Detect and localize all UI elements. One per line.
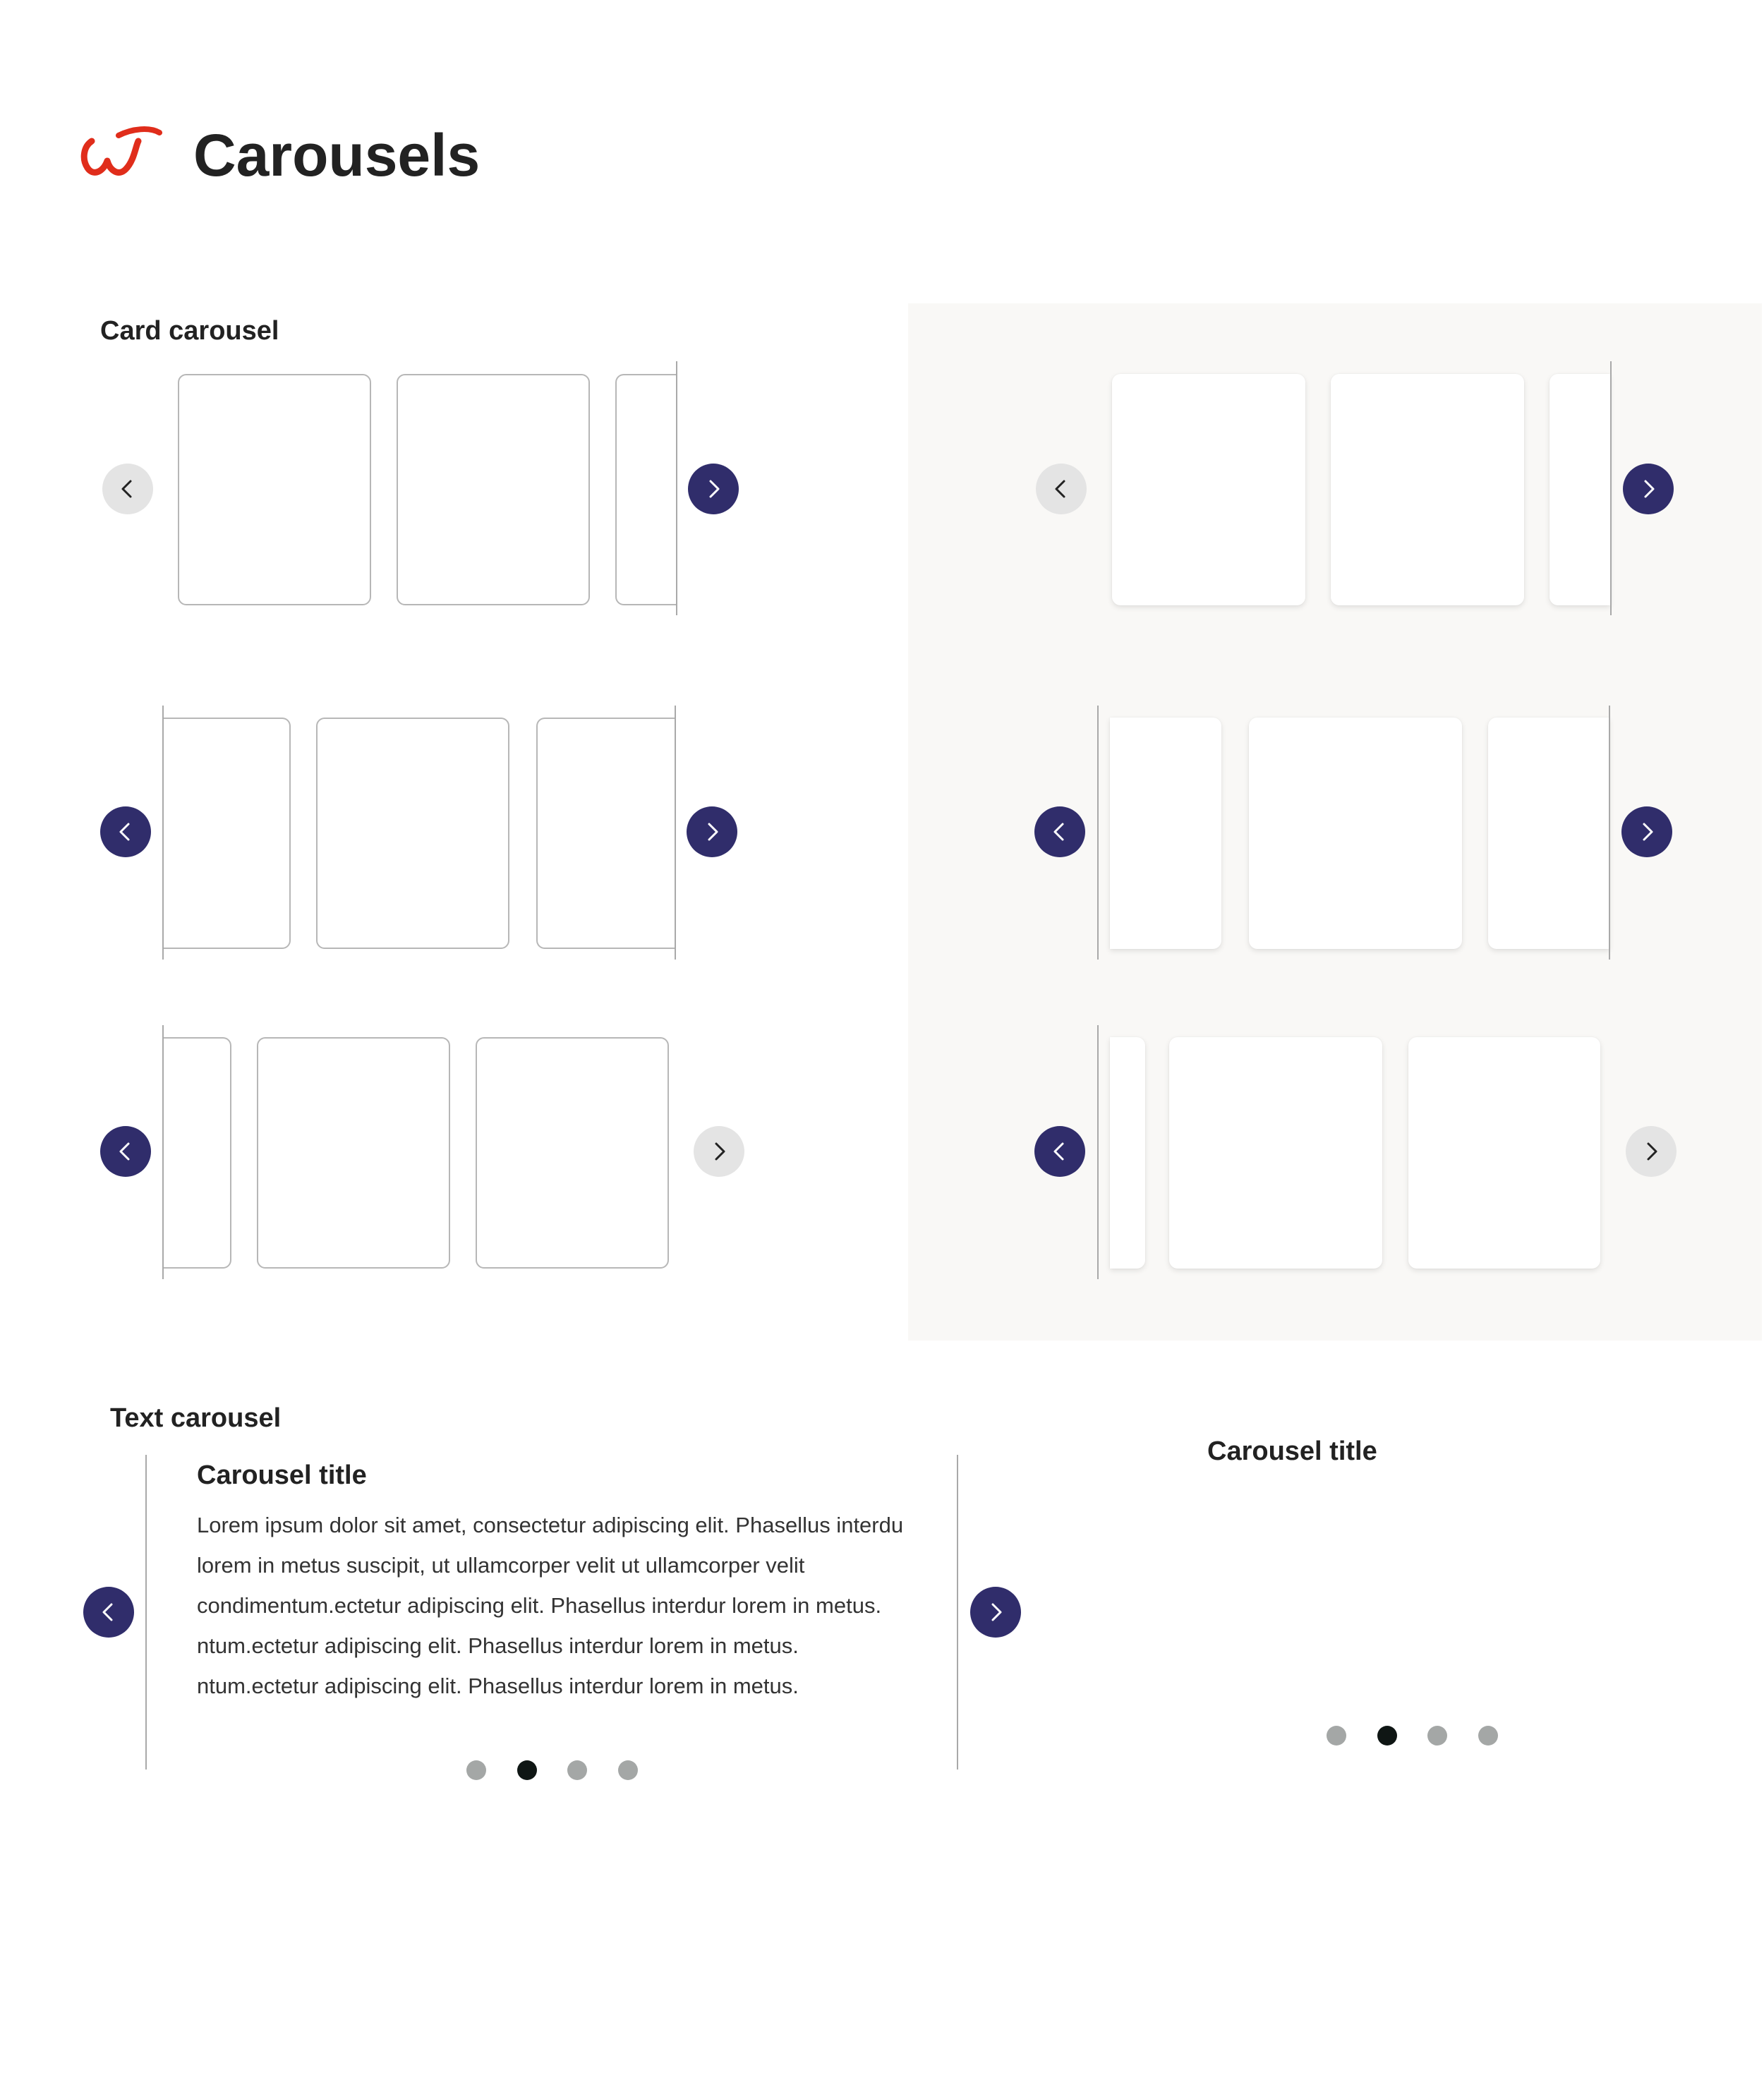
carousel-body-line: ntum.ectetur adipiscing elit. Phasellus interdur lorem in metus. [197, 1633, 799, 1658]
carousel-edge-divider [1610, 361, 1612, 615]
chevron-left-icon [1048, 1139, 1072, 1163]
next-button[interactable] [1621, 806, 1672, 857]
pagination-dot[interactable] [466, 1760, 486, 1780]
text-carousel-heading: Text carousel [110, 1403, 282, 1433]
carousel-card[interactable] [476, 1037, 669, 1269]
carousel-title: Carousel title [1207, 1436, 1377, 1466]
carousel-body-line: condimentum.ectetur adipiscing elit. Phasellus interdur lorem in metus. [197, 1593, 882, 1618]
carousel-card[interactable] [1249, 718, 1462, 949]
carousel-title: Carousel title [197, 1460, 367, 1490]
carousel-edge-divider [1097, 1025, 1099, 1279]
card-carousel-heading: Card carousel [100, 316, 279, 346]
chevron-right-icon [701, 477, 725, 501]
carousel-edge-divider [676, 361, 677, 615]
carousel-card-partial[interactable] [1110, 718, 1221, 949]
pagination-dot[interactable] [567, 1760, 587, 1780]
chevron-right-icon [1635, 820, 1659, 844]
chevron-right-icon [707, 1139, 731, 1163]
prev-button[interactable] [102, 464, 153, 514]
chevron-right-icon [700, 820, 724, 844]
chevron-right-icon [1636, 477, 1660, 501]
carousel-edge-divider [675, 706, 676, 960]
carousel-card-partial[interactable] [1488, 718, 1609, 949]
carousel-card-partial[interactable] [164, 718, 291, 949]
pagination-dot[interactable] [1327, 1726, 1346, 1746]
chevron-left-icon [114, 820, 138, 844]
carousel-card[interactable] [1408, 1037, 1600, 1269]
next-button[interactable] [1626, 1126, 1677, 1177]
prev-button[interactable] [100, 1126, 151, 1177]
carousel-card-partial[interactable] [1549, 374, 1610, 605]
pagination-dot[interactable] [1478, 1726, 1498, 1746]
pagination-dot-active[interactable] [517, 1760, 537, 1780]
next-button[interactable] [1623, 464, 1674, 514]
pagination-dot-active[interactable] [1377, 1726, 1397, 1746]
chevron-left-icon [114, 1139, 138, 1163]
chevron-left-icon [116, 477, 140, 501]
chevron-left-icon [97, 1600, 121, 1624]
chevron-left-icon [1049, 477, 1073, 501]
carousel-card-partial[interactable] [615, 374, 677, 605]
carousel-card[interactable] [1112, 374, 1305, 605]
carousel-card-partial[interactable] [164, 1037, 231, 1269]
pagination-dot[interactable] [618, 1760, 638, 1780]
prev-button[interactable] [100, 806, 151, 857]
carousel-card[interactable] [1169, 1037, 1382, 1269]
carousel-body-line: Lorem ipsum dolor sit amet, consectetur adipiscing elit. Phasellus interdu [197, 1513, 904, 1537]
carousel-body-line: ntum.ectetur adipiscing elit. Phasellus interdur lorem in metus. [197, 1674, 799, 1698]
walgreens-logo [79, 126, 162, 183]
prev-button[interactable] [83, 1587, 134, 1638]
carousel-edge-divider [145, 1455, 147, 1770]
prev-button[interactable] [1034, 806, 1085, 857]
carousel-card[interactable] [257, 1037, 450, 1269]
next-button[interactable] [970, 1587, 1021, 1638]
chevron-left-icon [1048, 820, 1072, 844]
prev-button[interactable] [1034, 1126, 1085, 1177]
next-button[interactable] [688, 464, 739, 514]
carousel-card[interactable] [316, 718, 509, 949]
carousel-card[interactable] [397, 374, 590, 605]
carousel-edge-divider [1097, 706, 1099, 960]
carousel-body-line: lorem in metus suscipit, ut ullamcorper velit ut ullamcorper velit [197, 1553, 805, 1578]
next-button[interactable] [687, 806, 737, 857]
page-title: Carousels [193, 122, 481, 188]
chevron-right-icon [1639, 1139, 1663, 1163]
carousel-edge-divider [957, 1455, 958, 1770]
carousel-card-partial[interactable] [1110, 1037, 1145, 1269]
carousel-edge-divider [1609, 706, 1610, 960]
pagination-dot[interactable] [1427, 1726, 1447, 1746]
carousel-card[interactable] [178, 374, 371, 605]
carousel-card[interactable] [1331, 374, 1524, 605]
chevron-right-icon [984, 1600, 1008, 1624]
next-button[interactable] [694, 1126, 744, 1177]
prev-button[interactable] [1036, 464, 1087, 514]
carousel-card-partial[interactable] [536, 718, 676, 949]
